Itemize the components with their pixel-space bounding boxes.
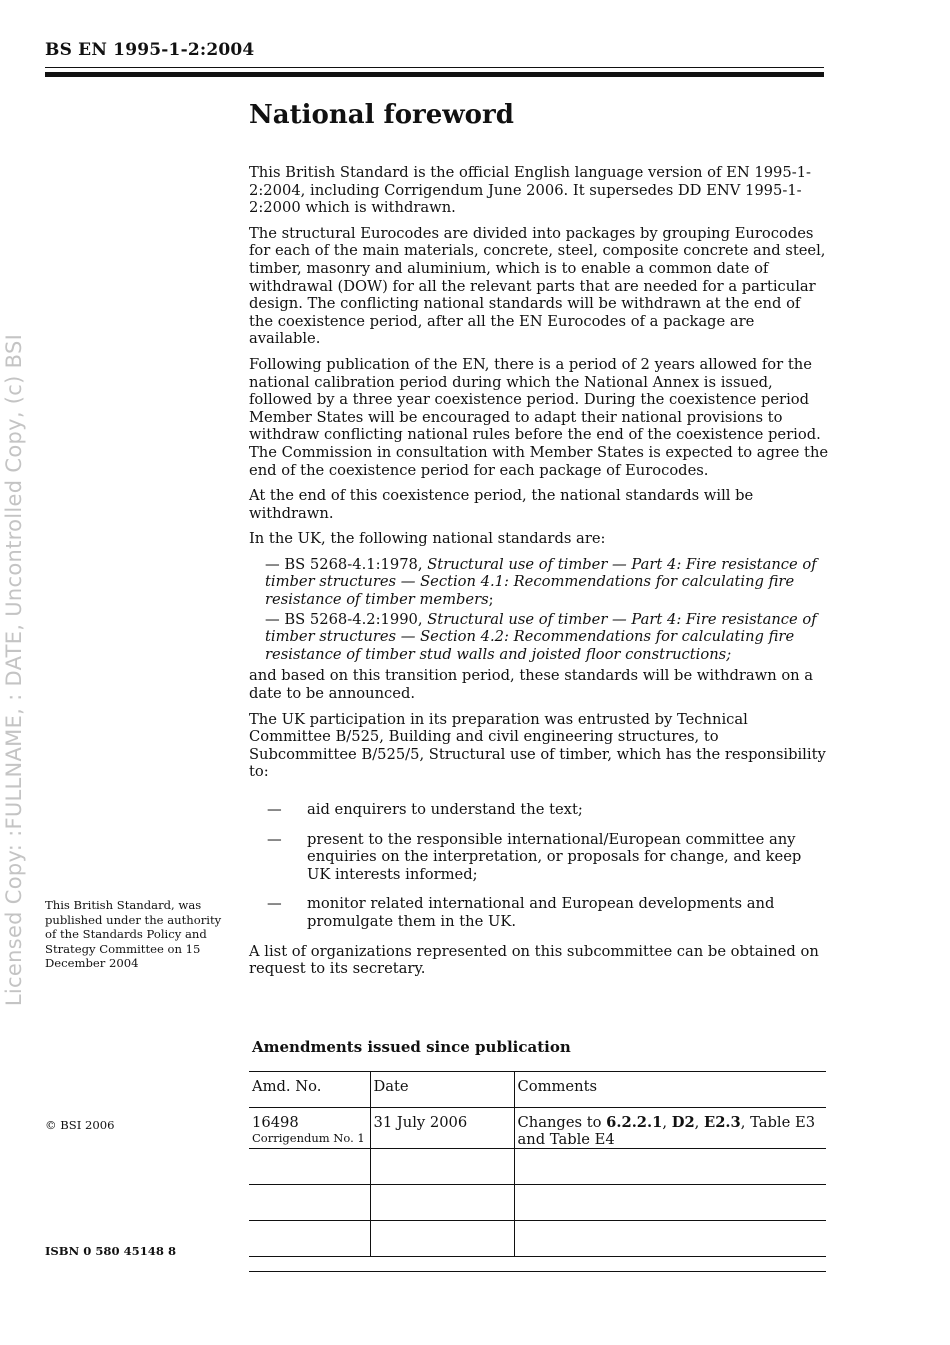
responsibility-list (249, 801, 829, 931)
dash-bullet: — (267, 895, 282, 913)
page-title: National foreword (249, 100, 514, 130)
document-id-header: BS EN 1995-1-2:2004 (45, 40, 255, 60)
amd-number: 16498 (252, 1114, 299, 1131)
empty-cell (514, 1185, 826, 1221)
paragraph-uk-standards-intro: In the UK, the following national standards are: (249, 530, 606, 548)
table-row (249, 1108, 826, 1149)
comment-text: , Table E3 and Table E4 (517, 1114, 816, 1148)
paragraph-eurocode-packages: The structural Eurocodes are divided into packages by grouping Eurocodes for each of the main materials, concrete, steel, composite concrete and steel, timber, masonry and aluminium, which is to enable a common date of withdrawal (DOW) for all the relevant parts that are needed for a particular design. The conflicting national standards will be withdrawn at the end of the coexistence period, after all the EN Eurocodes of a package are available. (249, 224, 826, 348)
table-row-empty (249, 1149, 826, 1185)
standard-title: Structural use of timber — Part 4: Fire resistance of timber structures — Section 4.2: Recommendations for calculating fire resistance of timber stud walls and joisted floor constructions; (265, 610, 817, 663)
clause-ref: D2 (671, 1114, 695, 1131)
empty-cell (514, 1149, 826, 1185)
clause-ref: E2.3 (704, 1114, 741, 1131)
paragraph-uk-participation: The UK participation in its preparation was entrusted by Technical Committee B/525, Building and civil engineering structures, to Subcommittee B/525/5, Structural use of timber, which has the responsibility to: (249, 710, 826, 781)
standard-title: Structural use of timber — Part 4: Fire resistance of timber structures — Section 4.1: Recommendations for calculating fire resistance of timber members (265, 555, 817, 609)
column-header-date: Date (370, 1072, 514, 1108)
amd-no-cell (249, 1108, 370, 1149)
empty-cell (370, 1221, 514, 1257)
comment-text: , (662, 1114, 672, 1131)
copyright-notice: © BSI 2006 (45, 1118, 115, 1132)
amendments-table (249, 1071, 826, 1257)
paragraph-withdrawal: At the end of this coexistence period, the national standards will be withdrawn. (249, 487, 754, 522)
isbn-number: ISBN 0 580 45148 8 (45, 1244, 177, 1258)
dash-bullet: — (267, 830, 282, 848)
standard-item-bs-5268-4-2 (265, 611, 829, 664)
paragraph-coexistence-period: Following publication of the EN, there is a period of 2 years allowed for the national calibration period during which the National Annex is issued, followed by a three year coexistence period. During the coexistence period Member States will be encouraged to adapt their national provisions to withdraw conflicting national rules before the end of the coexistence period. The Commission in consultation with Member States is expected to agree the end of the coexistence period for each package of Eurocodes. (249, 355, 829, 479)
empty-cell (370, 1185, 514, 1221)
list-item-text: present to the responsible international/European committee any enquiries on the interpretation, or proposals for change, and keep UK interests informed; (307, 830, 802, 883)
empty-cell (249, 1185, 370, 1221)
list-item-text: monitor related international and European developments and promulgate them in the UK. (307, 895, 775, 930)
list-item (267, 801, 829, 819)
date-cell: 31 July 2006 (370, 1108, 514, 1149)
amendments-title: Amendments issued since publication (252, 1038, 571, 1056)
watermark-text: Licensed Copy: :FULLNAME, : DATE, Uncontrolled Copy, (c) BSI (2, 333, 26, 1007)
standard-punct: ; (488, 591, 494, 609)
paragraph-supersedes: This British Standard is the official English language version of EN 1995-1-2:2004, including Corrigendum June 2006. It supersedes DD ENV 1995-1-2:2000 which is withdrawn. (249, 164, 812, 217)
empty-cell (370, 1149, 514, 1185)
table-row-empty (249, 1221, 826, 1257)
list-item-text: aid enquirers to understand the text; (307, 801, 583, 818)
comment-text: , (694, 1114, 705, 1131)
empty-cell (249, 1149, 370, 1185)
empty-cell (249, 1221, 370, 1257)
column-header-amd-no: Amd. No. (252, 1078, 322, 1095)
corrigendum-label: Corrigendum No. 1 (252, 1131, 365, 1145)
standard-number: — BS 5268-4.2:1990, (265, 610, 423, 628)
standard-number: — BS 5268-4.1:1978, (265, 555, 423, 573)
list-item (267, 895, 829, 930)
foreword-body (249, 164, 829, 986)
paragraph-transition: and based on this transition period, these standards will be withdrawn on a date to be announced. (249, 667, 814, 703)
comments-cell (514, 1108, 826, 1149)
standard-item-bs-5268-4-1 (265, 556, 829, 609)
license-watermark (0, 0, 30, 1345)
table-bottom-rule (249, 1271, 826, 1272)
paragraph-organizations: A list of organizations represented on this subcommittee can be obtained on request to its secretary. (249, 942, 819, 978)
header-rule-thin (45, 67, 824, 68)
list-item (267, 831, 829, 884)
dash-bullet: — (267, 801, 282, 818)
empty-cell (514, 1221, 826, 1257)
column-header-comments: Comments (514, 1072, 826, 1108)
clause-ref: 6.2.2.1 (606, 1114, 663, 1131)
table-row-empty (249, 1185, 826, 1221)
header-rule-thick (45, 72, 824, 77)
publication-note: This British Standard, was published under the authority of the Standards Policy and Strategy Committee on 15 December 2004 (45, 898, 222, 970)
comment-text: Changes to (517, 1114, 607, 1131)
table-header-row (249, 1072, 826, 1108)
